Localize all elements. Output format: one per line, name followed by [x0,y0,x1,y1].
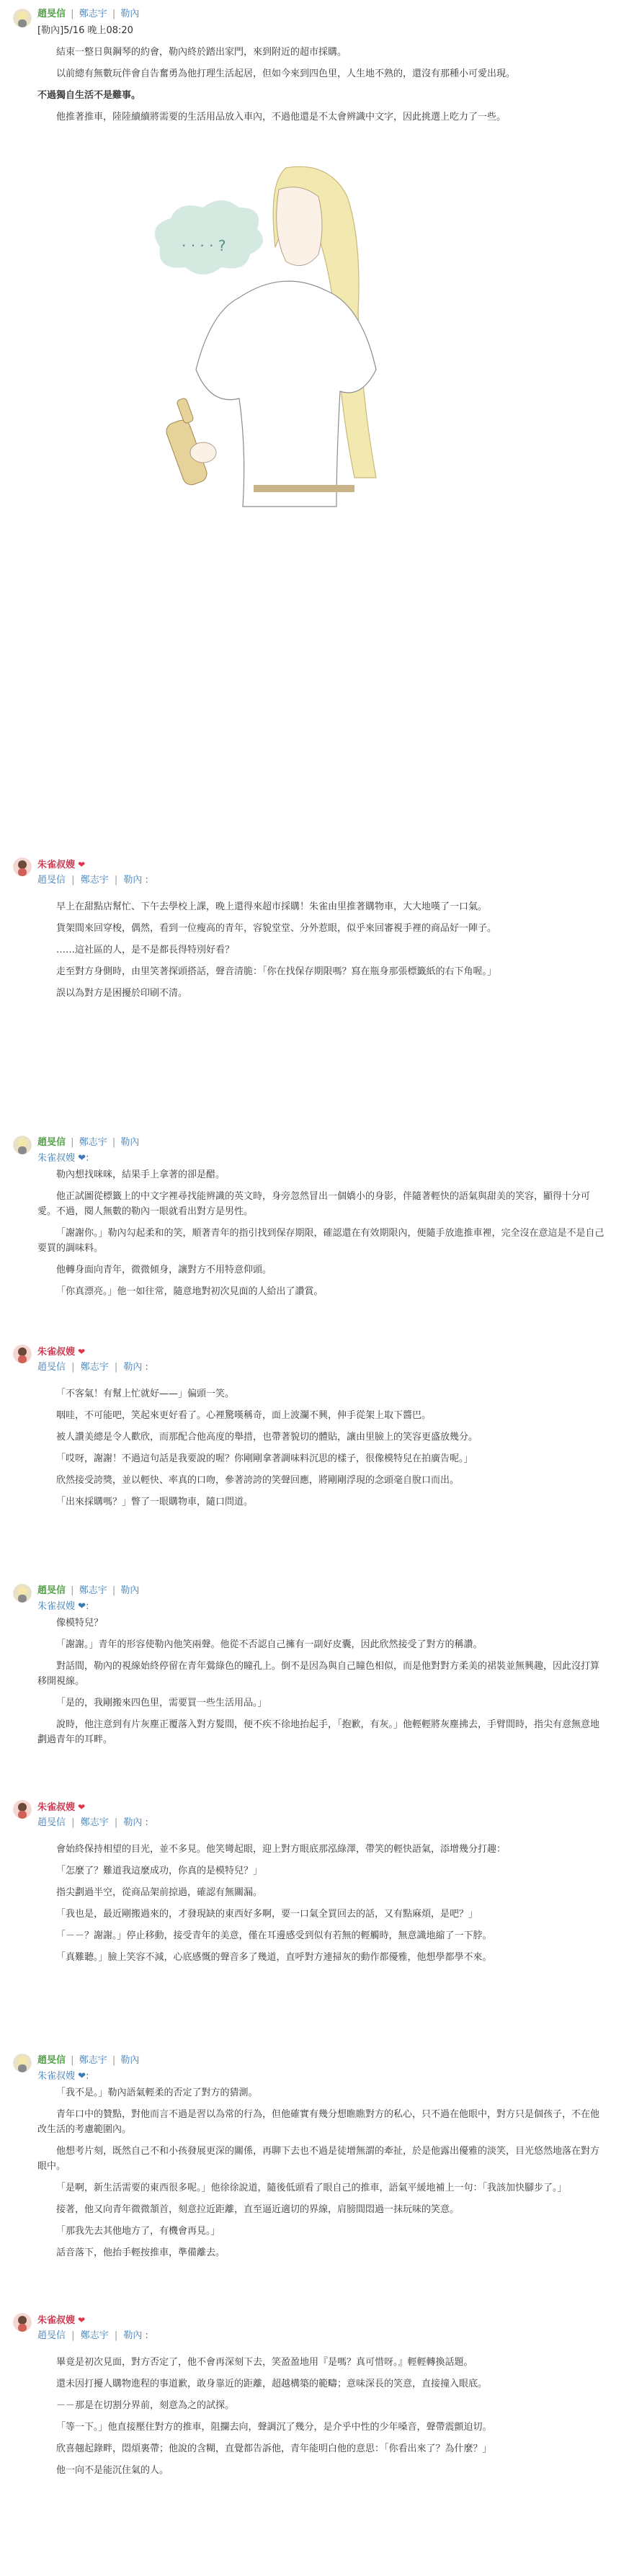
post-body [37,1167,629,1299]
paragraph: 走至對方身側時，由里笑著探頭搭話，聲音清脆：「你在找保存期限嗎？寫在瓶身那張標籤紙的右下角喔。」 [56,966,497,977]
separator: | [71,875,75,886]
post-header [37,0,629,23]
paragraph: 欣喜翹起錄畔，悶煩裏帶；他說的含糊，直覺都告訴他，青年能明白他的意思：「你看出來了？為什麼？」 [56,2443,492,2454]
tag[interactable]: 勒內 [123,1817,143,1828]
separator: | [114,1362,118,1373]
paragraph: 「－－？謝謝。」停止移動，接受青年的美意，僅在耳邊感受到似有若無的輕觸時，無意識地縮了一下脖。 [56,1930,492,1941]
paragraph: 接著，他又向青年微微頷首，刻意拉近距離，直至逼近適切的界線，肩膀間悶過一抹玩味的笑意。 [56,2204,460,2215]
post-body [37,899,629,1001]
separator: | [112,9,116,19]
paragraph: 「等一下。」他直接壓住對方的推車，阻攔去向，聲調沉了幾分，是介乎中性的少年嗓音，聲帶震顫迫切。 [56,2422,492,2433]
username[interactable]: 趙旻信 [37,2055,66,2066]
tag[interactable]: 趙旻信 [37,1817,66,1828]
post-header [37,1577,629,1600]
paragraph: 以前總有無數玩伴會自告奮勇為他打理生活起居，但如今來到四色里，人生地不熟的，還沒有那種小可愛出現。 [56,68,516,79]
heart-badge-icon: ❤ [78,2071,86,2082]
tag[interactable]: 勒內 [123,875,143,886]
separator: | [71,2055,74,2066]
separator: | [71,1137,74,1148]
tag[interactable]: 勒內 [120,9,140,19]
tag[interactable]: 勒內 [123,2330,143,2341]
separator: | [71,9,74,19]
heart-badge-icon: ❤ [78,860,86,870]
avatar[interactable] [13,1584,32,1603]
avatar-image-icon [13,857,32,876]
tag-line: 趙旻信 | 鄭志宇 | 勒內 : [37,2330,148,2341]
separator: | [112,1585,116,1596]
tag[interactable]: 鄭志宇 [79,2055,107,2066]
paragraph: 「是啊，新生活需要的東西很多呢。」他徐徐說道，隨後低頭看了眼自己的推車，語氣平緩地補上一句：「我該加快腳步了。」 [56,2183,567,2193]
heart-badge-icon: ❤ [78,2315,86,2325]
paragraph: 「謝謝你。」勒內勾起柔和的笑，順著青年的指引找到保存期限，確認還在有效期限內，便隨手放進推車裡，完全沒在意這是不是自己要買的調味料。 [37,1228,605,1254]
paragraph: 「不客氣！有幫上忙就好——」偏頭一笑。 [56,1389,235,1399]
paragraph: 結束一整日與鋼琴的約會，勒內終於踏出家門，來到附近的超市採購。 [56,47,347,58]
heart-badge-icon: ❤ [78,1347,86,1357]
avatar[interactable] [13,1345,32,1363]
username[interactable]: 趙旻信 [37,1585,66,1596]
illustration [131,161,441,420]
post-header [37,850,629,873]
avatar-image-icon [13,1584,32,1603]
paragraph: 「出來採購嗎？」瞥了一眼購物車，隨口問道。 [56,1497,254,1507]
post-header [37,1337,629,1360]
post-body [37,2085,629,2260]
paragraph: －－那是在切割分界前，刻意為之的試探。 [56,2400,235,2411]
paragraph: 他推著推車，陸陸續續將需要的生活用品放入車內，不過他還是不太會辨識中文字，因此挑選上吃力了一些。 [56,112,507,122]
separator: | [114,875,118,886]
mention-line: 朱雀叔嫂 ❤: [37,1601,89,1612]
separator: | [71,1362,75,1373]
tag-line: 趙旻信 | 鄭志宇 | 勒內 : [37,875,148,886]
paragraph: 誤以為對方是困擾於印刷不清。 [56,988,188,999]
post-heading: [勒內]5/16 晚上08:20 [37,25,133,36]
tag[interactable]: 勒內 [123,1362,143,1373]
avatar[interactable] [13,2054,32,2072]
tag-line: 趙旻信 | 鄭志宇 | 勒內 : [37,1362,148,1373]
paragraph: 「謝謝。」青年的形容使勒內他笑兩聲。他從不否認自己擁有一副好皮囊，因此欣然接受了對方的稱讚。 [56,1639,483,1650]
post-4 [0,1337,629,1577]
tag[interactable]: 鄭志宇 [79,1585,107,1596]
paragraph: 話音落下，他抬手輕按推車，準備離去。 [56,2247,226,2258]
paragraph: 會始終保持相望的目光，並不多見。他笑彎起眼，迎上對方眼底那泓綠澤，帶笑的輕快語氣，添增幾分打趣： [56,1844,507,1855]
paragraph: 「我不是。」勒內語氣輕柔的否定了對方的猜測。 [56,2087,258,2098]
separator: | [114,1817,118,1828]
paragraph: 指尖劃過半空，從商品架前掠過，確認有無關漏。 [56,1887,263,1898]
post-2 [0,850,629,1128]
paragraph: 他正試圖從標籤上的中文字裡尋找能辨識的英文時，身旁忽然冒出一個嬌小的身影，伴隨著輕快的語氣與甜美的笑容，顯得十分可愛。不過，閱人無數的勒內一眼就看出對方是男性。 [37,1191,591,1217]
username[interactable]: 朱雀叔嫂 [37,860,76,870]
tag[interactable]: 鄭志宇 [79,1137,107,1148]
paragraph: 被人讚美總是令人歡欣，而那配合他高度的舉措，也帶著貌切的體貼，讓由里臉上的笑容更盛放幾分。 [56,1432,478,1443]
separator: | [112,1137,116,1148]
post-body [37,2355,629,2478]
tag-line: 趙旻信 | 鄭志宇 | 勒內 : [37,1817,148,1828]
mention[interactable]: 朱雀叔嫂 [37,1601,76,1612]
paragraph: 咽哇，不可能吧，笑起來更好看了。心裡驚嘆稱奇，面上波瀾不興，伸手從架上取下醬巴。 [56,1410,432,1421]
tag[interactable]: 勒內 [120,1137,140,1148]
paragraph: 「那我先去其他地方了，有機會再見。」 [56,2226,220,2237]
post-body [37,1842,629,1965]
paragraph: 「是的，我剛搬來四色里，需要買一些生活用品。」 [56,1698,267,1708]
post-7 [0,2046,629,2306]
tag[interactable]: 鄭志宇 [80,875,109,886]
tag[interactable]: 鄭志宇 [80,1817,109,1828]
username[interactable]: 朱雀叔嫂 [37,1347,76,1358]
post-1 [0,0,629,850]
separator: | [71,1817,75,1828]
paragraph: 對話間，勒內的視線始終停留在青年鶯綠色的瞳孔上。倒不是因為與自己瞳色相似，而是他對對方柔美的裙裝並無興趣，因此沒打算移開視線。 [37,1661,600,1687]
heart-badge-icon: ❤ [78,1802,86,1812]
paragraph: 像模特兒？ [56,1618,104,1628]
paragraph: 還未因打擾人購物進程的事道歉，敢身靠近的距離，超越構築的範疇；意味深長的笑意，直接撞入眼底。 [56,2379,488,2389]
heart-badge-icon: ❤ [78,1153,86,1164]
heart-badge-icon: ❤ [78,1601,86,1612]
avatar-image-icon [13,2054,32,2072]
paragraph: 「你真漂亮。」他一如往常，隨意地對初次見面的人給出了讚賞。 [56,1286,324,1297]
post-body [37,1386,629,1510]
separator: | [71,2330,75,2341]
mention-line: 朱雀叔嫂 ❤: [37,2071,89,2082]
paragraph: 說時，他注意到有片灰塵正覆落入對方髮間，便不疾不徐地抬起手，「抱歉，有灰。」他輕輕將灰塵拂去，手臂間時，指尖有意無意地劃過青年的耳畔。 [37,1719,600,1745]
mention[interactable]: 朱雀叔嫂 [37,1153,76,1164]
paragraph: 他轉身面向青年，微微傾身，讓對方不用特意仰頭。 [56,1265,272,1275]
tag[interactable]: 勒內 [120,2055,140,2066]
paragraph: 「怎麼了？難道我這麼成功，你真的是模特兒？」 [56,1866,263,1876]
avatar-image-icon [13,1345,32,1363]
separator: | [112,2055,116,2066]
post-body [37,23,629,125]
avatar[interactable] [13,2313,32,2332]
separator: | [114,2330,118,2341]
mention[interactable]: 朱雀叔嫂 [37,2071,76,2082]
paragraph: 勒內想找咪咪，結果手上拿著的卻是醋。 [56,1169,226,1180]
post-body [37,1615,629,1747]
avatar[interactable] [13,857,32,876]
username[interactable]: 趙旻信 [37,9,66,19]
paragraph: 「哎呀，謝謝！不過這句話是我要說的喔？你剛剛拿著調味料沉思的樣子，很像模特兒在拍廣告呢。」 [56,1453,473,1464]
paragraph: 欣然接受誇獎，並以輕快、率真的口吻，參著誇誇的笑聲回應，將剛剛浮現的念頭毫自脫口而出。 [56,1475,460,1486]
paragraph: 不過獨自生活不是難事。 [37,90,141,101]
paragraph: 青年口中的贊點，對他而言不過是習以為常的行為，但他確實有幾分想瞧瞧對方的私心，只不過在他眼中，對方只是個孩子，不在他改生活的考慮範圍內。 [37,2109,600,2135]
separator: | [71,1585,74,1596]
avatar-image-icon [13,2313,32,2332]
tag[interactable]: 趙旻信 [37,875,66,886]
paragraph: 「真難聽。」臉上笑容不減，心底感慨的聲音多了幾道，直呼對方連掃灰的動作都優雅，他想學都學不來。 [56,1952,492,1963]
avatar-image-icon [13,1800,32,1819]
paragraph: 他想考片刻，既然自己不和小孩發展更深的關係，再聊下去也不過是徒增無謂的牽扯，於是他露出優雅的淡笑，目光悠然地落在對方眼中。 [37,2146,600,2172]
avatar[interactable] [13,9,32,27]
tag[interactable]: 趙旻信 [37,1362,66,1373]
tag[interactable]: 趙旻信 [37,2330,66,2341]
avatar-image-icon [13,9,32,27]
post-5 [0,1577,629,1793]
paragraph: 畢竟是初次見面，對方否定了，他不會再深刻下去，笑盈盈地用『是嗎？真可惜呀。』輕輕轉換話題。 [56,2357,473,2368]
post-8 [0,2306,629,2576]
cloud-text: · · · · ? [182,237,226,254]
post-header [37,2306,629,2329]
post-header [37,1793,629,1816]
paragraph: 他一向不是能沉住氣的人。 [56,2465,169,2476]
paragraph: 貨架間來回穿梭，偶然，看到一位瘦高的青年，容貌堂堂、分外惹眼，似乎來回審視手裡的商品好一陣子。 [56,923,497,934]
username[interactable]: 趙旻信 [37,1137,66,1148]
character-illustration-icon [131,161,441,535]
username[interactable]: 朱雀叔嫂 [37,2315,76,2326]
paragraph: 早上在甜點店幫忙、下午去學校上課，晚上還得來超市採購！朱雀由里推著購物車，大大地嘆了一口氣。 [56,901,488,912]
tag[interactable]: 鄭志宇 [80,2330,109,2341]
tag[interactable]: 鄭志宇 [80,1362,109,1373]
username[interactable]: 朱雀叔嫂 [37,1802,76,1813]
avatar[interactable] [13,1136,32,1154]
paragraph: ……這社區的人，是不是都長得特別好看？ [56,945,235,955]
post-header [37,1128,629,1151]
tag[interactable]: 勒內 [120,1585,140,1596]
paragraph: 「我也是，最近剛搬過來的，才發現缺的東西好多啊，要一口氣全買回去的話，又有點麻煩，是吧？」 [56,1909,478,1920]
post-header [37,2046,629,2069]
avatar[interactable] [13,1800,32,1819]
post-3 [0,1128,629,1337]
tag[interactable]: 鄭志宇 [79,9,107,19]
mention-line: 朱雀叔嫂 ❤: [37,1153,89,1164]
post-6 [0,1793,629,2046]
avatar-image-icon [13,1136,32,1154]
